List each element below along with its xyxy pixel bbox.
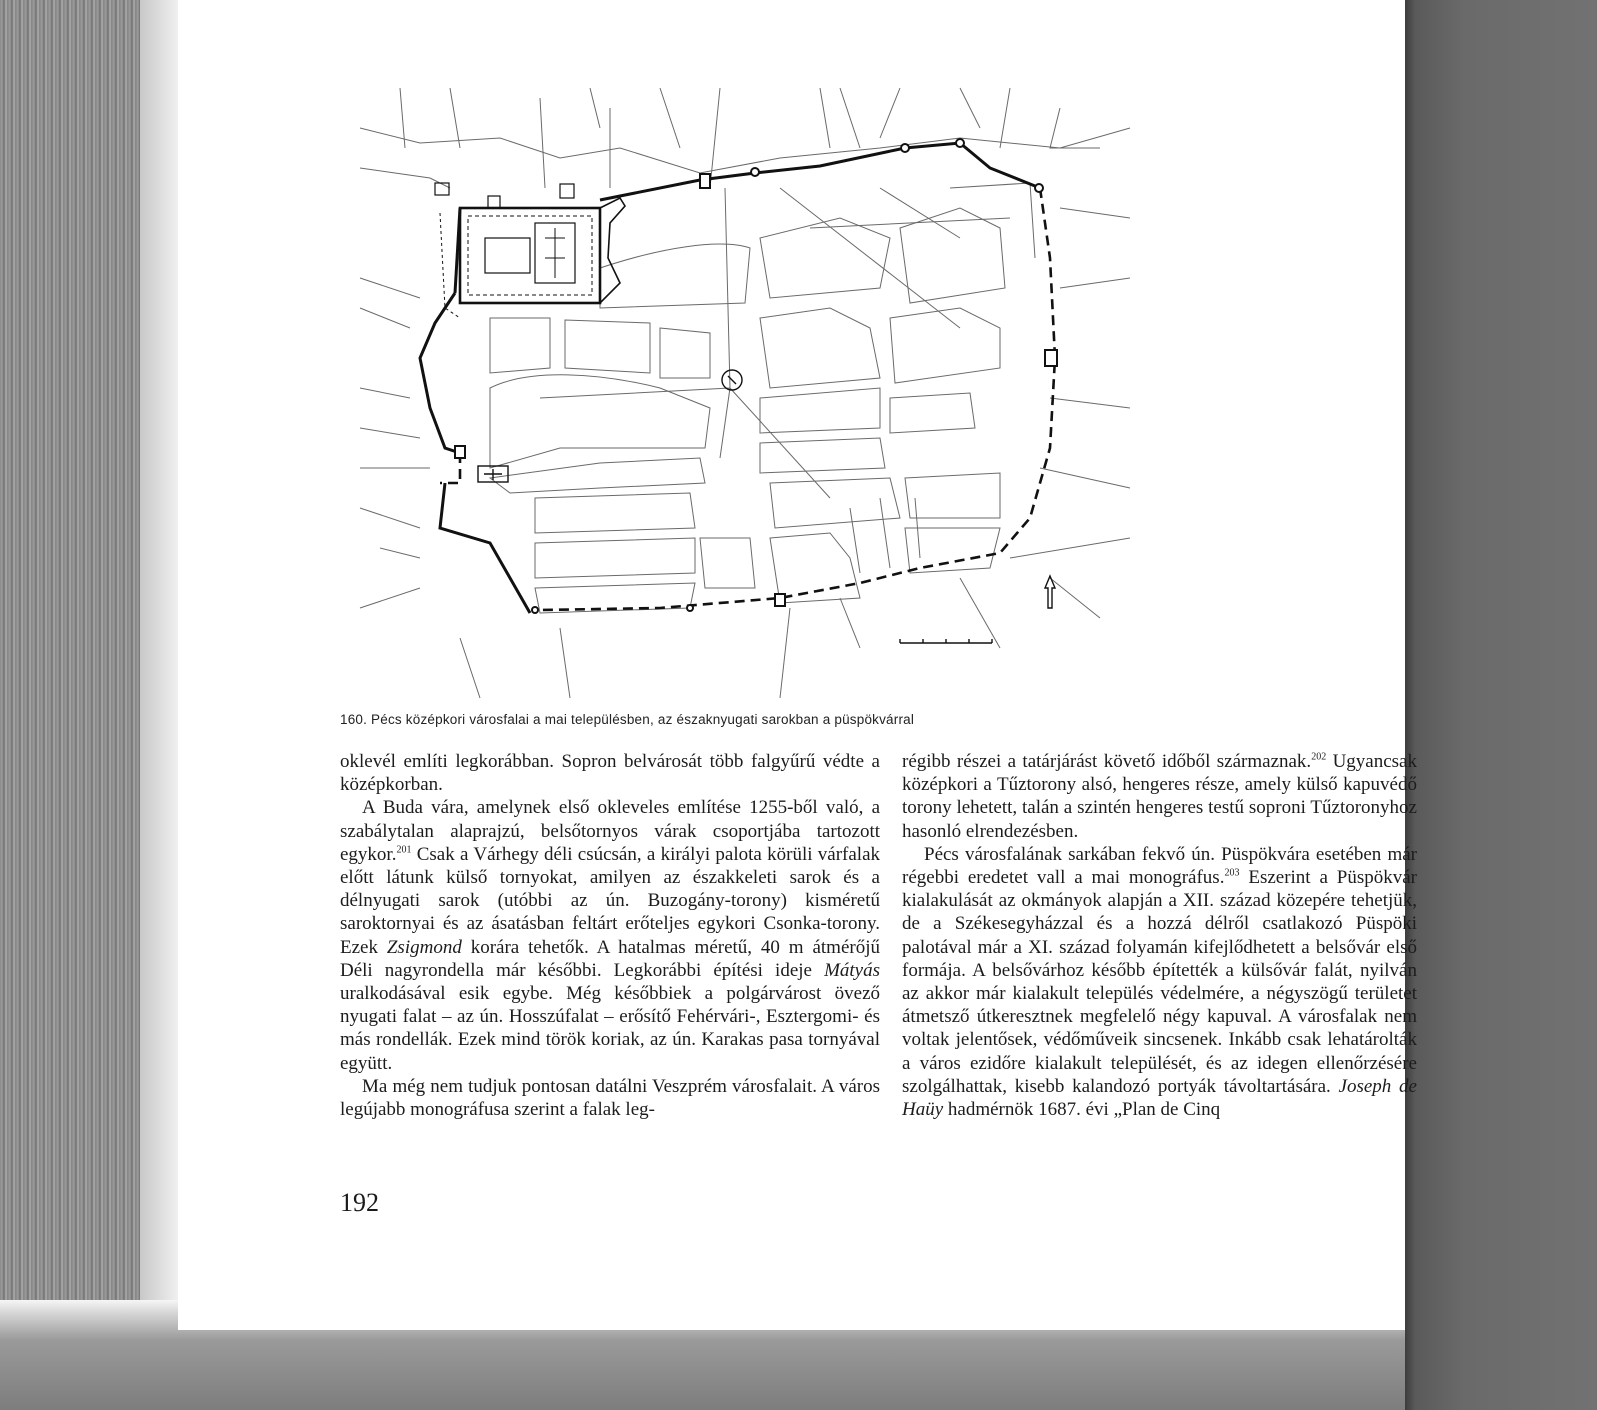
footnote-ref: 202 [1311,751,1327,763]
paragraph: Pécs városfalának sarkában fekvő ún. Püspökvára esetében már régebbi eredetet vall a mai monográfus.$^{203}$ Eszerint a Püspökvár kialakulását az okmányok alapján a XII. század közepére tehetjük, de a Székesegyházzal és a hozzá délről csatlakozó Püspöki palotával már a XI. század folyamán kifejlődhetett a belsővár első formája. A belsővárhoz később építették a külsővár falát, nyilván az akkor már kialakult település védelmére, a négyszögű területet átmetsző útkeresztnek megfelelő négy kapuval. A városfalak nem voltak jelentősek, védőműveik sincsenek. Inkább csak lehatárolták a város ezidőre kialakult települését, és az idegen ellenőrzésére szolgálhattak, kisebb kalandozó portyák távoltartására. Joseph de Haüy hadmérnök 1687. évi „Plan de Cinq [902,843,1418,1121]
paragraph: régibb részei a tatárjárást követő időből származnak.$^{202}$ Ugyancsak középkori a Tűztorony alsó, hengeres része, amely külső kapuvédő torony lehetett, talán a szintén hengeres testű soproni Tűztoronyhoz hasonló elrendezésben. [902,751,1417,842]
page-number: 192 [340,1188,379,1217]
paragraph: Ma még nem tudjuk pontosan datálni Veszprém városfalait. A város legújabb monográfusa szerint a falak leg- [340,1075,880,1121]
footnote-ref: 201 [396,844,412,856]
figure-caption: 160. Pécs középkori városfalai a mai településben, az északnyugati sarokban a püspökvárral [340,712,915,727]
text-column-right [902,750,1418,1121]
italic-name: Mátyás [824,959,880,981]
italic-name: Joseph de Haüy [902,1075,1417,1121]
text-column-left [340,750,880,1121]
italic-name: Zsigmond [386,936,462,958]
footnote-ref: 203 [1224,867,1240,879]
pecs-city-wall-map [360,88,1130,698]
book-page-edges [0,0,180,1410]
paragraph: A Buda vára, amelynek első okleveles említése 1255-ből való, a szabálytalan alaprajzú, belsőtornyos várak csoportjába tartozott egykor.$^{201}$ Csak a Várhegy déli csúcsán, a királyi palota körüli várfalak előtt látunk külső tornyokat, amilyen az északkeleti sarok és a délnyugati sarok (utóbbi az ún. Buzogány-torony) kisméretű saroktornyai és az ásatásban feltárt erőteljes egykori Csonka-torony. Ezek Zsigmond korára tehetők. A hatalmas méretű, 40 m átmérőjű Déli nagyrondella már későbbi. Legkorábbi építési ideje Mátyás uralkodásával esik egybe. Még későbbiek a polgárvárost övező nyugati falat – az ún. Hosszúfalat – erősítő Fehérvári-, Esztergomi- és más rondellák. Ezek mind török koriak, az ún. Karakas pasa tornyával együtt. [340,797,880,1074]
paragraph: oklevél említi legkorábban. Sopron belvárosát több falgyűrű védte a középkorban. [340,751,880,796]
scanner-background [1405,0,1597,1410]
